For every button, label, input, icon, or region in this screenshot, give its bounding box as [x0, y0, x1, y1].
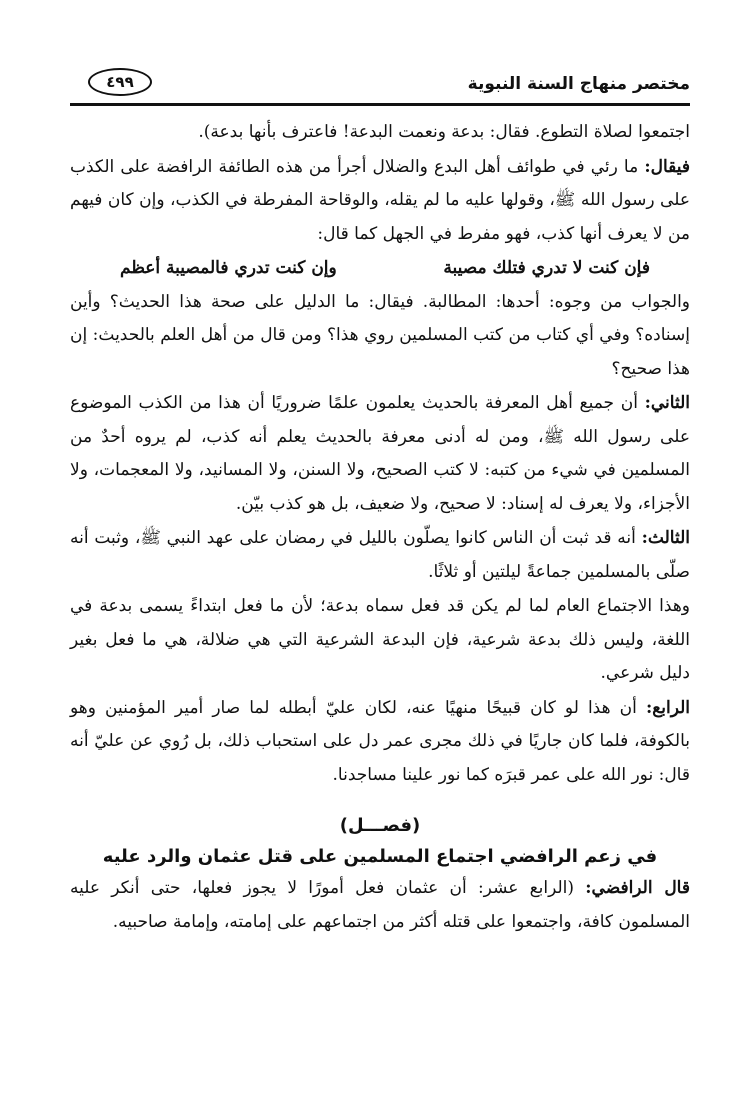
paragraph: قال الرافضي: (الرابع عشر: أن عثمان فعل أمورًا لا يجوز فعلها، حتى أنكر عليه المسلمون كافة، واجتمعوا على قتله أكثر من اجتماعهم على إمامته، وإمامة صاحبيه.: [70, 878, 690, 932]
running-title: مختصر منهاج السنة النبوية: [467, 74, 690, 94]
page-header: [70, 68, 690, 102]
paragraph-lead: قال الرافضي:: [585, 878, 690, 898]
section-title: في زعم الرافضي اجتماع المسلمين على قتل عثمان والرد عليه: [102, 846, 658, 867]
header-rule: [70, 103, 690, 106]
paragraph-lead: فيقال:: [644, 156, 690, 177]
paragraph-lead: الرابع:: [645, 697, 690, 718]
paragraph: الثالث: أنه قد ثبت أن الناس كانوا يصلّون بالليل في رمضان على عهد النبي ﷺ، وثبت أنه صلّى بالمسلمين جماعةً ليلتين أو ثلاثًا.: [70, 528, 690, 582]
main-text: [70, 116, 690, 940]
paragraph: الثاني: أن جميع أهل المعرفة بالحديث يعلمون علمًا ضروريًا أن هذا من الكذب الموضوع على رسول الله ﷺ، ومن له أدنى معرفة بالحديث يعلم أنه كذب، لم يروه أحدٌ من المسلمين في شيء من كتبه: لا كتب الصحيح، ولا السنن، ولا المسانيد، ولا المعجمات، ولا الأجزاء، ولا يعرف له إسناد: لا صحيح، ولا ضعيف، بل هو كذب بيّن.: [70, 393, 690, 514]
paragraph: فيقال: ما رئي في طوائف أهل البدع والضلال أجرأ من هذه الطائفة الرافضة على الكذب على رسول الله ﷺ، وقولها عليه ما لم يقله، والوقاحة المفرطة في الكذب، وإن كان فيهم من لا يعرف أنها كذب، فهو مفرط في الجهل كما قال:: [70, 156, 690, 244]
verse-second-hemistich: وإن كنت تدري فالمصيبة أعظم: [120, 258, 337, 278]
paragraph-lead: الثاني:: [644, 393, 690, 413]
verse-first-hemistich: فإن كنت لا تدري فتلك مصيبة: [443, 258, 650, 278]
paragraph: اجتمعوا لصلاة التطوع. فقال: بدعة ونعمت البدعة! فاعترف بأنها بدعة).: [198, 122, 690, 142]
paragraph: الرابع: أن هذا لو كان قبيحًا منهيًا عنه، لكان عليّ أبطله لما صار أمير المؤمنين وهو بالكوفة، فلما كان جاريًا في ذلك مجرى عمر دل على استحباب ذلك، بل رُوي عن عليّ أنه قال: نور الله على عمر قبرَه كما نور علينا مساجدنا.: [70, 697, 690, 785]
poetry-verse: [70, 252, 690, 286]
paragraph: وهذا الاجتماع العام لما لم يكن قد فعل سماه بدعة؛ لأن ما فعل ابتداءً يسمى بدعة في اللغة، وليس ذلك بدعة شرعية، فإن البدعة الشرعية التي هي ضلالة، هي ما فعل بغير دليل شرعي.: [70, 596, 690, 683]
paragraph: والجواب من وجوه: أحدها: المطالبة. فيقال: ما الدليل على صحة هذا الحديث؟ وأين إسناده؟ وفي أي كتاب من كتب المسلمين روي هذا؟ ومن قال من أهل العلم بالحديث: إن هذا صحيح؟: [70, 291, 690, 379]
section-marker: (فصـــل): [339, 815, 421, 836]
paragraph-lead: الثالث:: [641, 528, 690, 548]
page-number: ٤٩٩: [88, 68, 152, 96]
